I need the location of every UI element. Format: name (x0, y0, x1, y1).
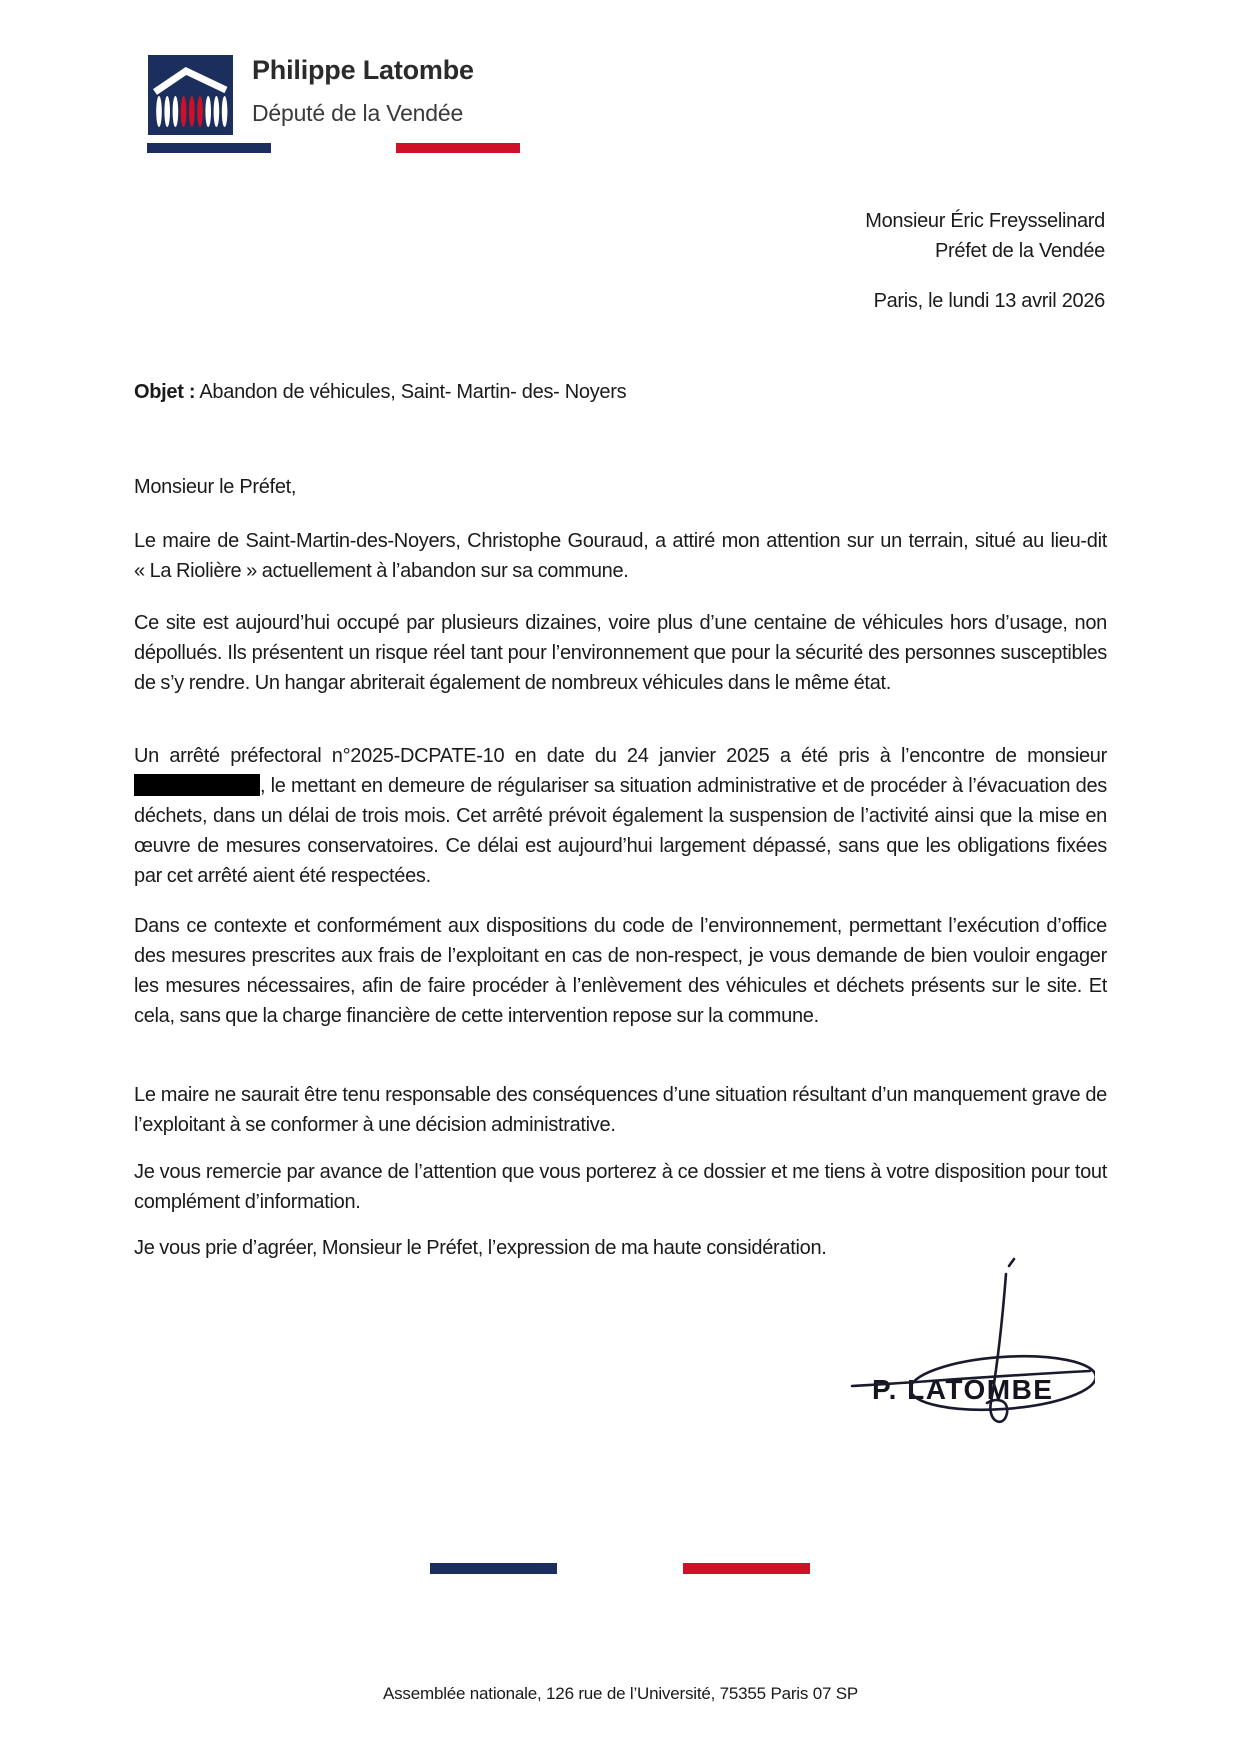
recipient-title: Préfet de la Vendée (935, 240, 1105, 262)
body-paragraph-2: Ce site est aujourd’hui occupé par plusieurs dizaines, voire plus d’une centaine de véhicules hors d’usage, non dépollués. Ils présentent un risque réel tant pour l’environnement que pour la sécurité des personnes susceptibles de s’y rendre. Un hangar abriterait également de nombreux véhicules dans le même état. (134, 612, 1107, 694)
tricolor-blue-segment (430, 1563, 557, 1574)
body-paragraph-6: Je vous remercie par avance de l’attention que vous porterez à ce dossier et me tiens à votre disposition pour tout complément d’information. (134, 1161, 1107, 1213)
tricolor-blue-segment (147, 143, 271, 153)
dateline: Paris, le lundi 13 avril 2026 (873, 290, 1105, 312)
subject-text: Abandon de véhicules, Saint- Martin- des- Noyers (195, 381, 627, 403)
salutation: Monsieur le Préfet, (134, 476, 297, 498)
body-paragraph-1: Le maire de Saint-Martin-des-Noyers, Christophe Gouraud, a attiré mon attention sur un terrain, situé au lieu-dit « La Riolière » actuellement à l’abandon sur sa commune. (134, 530, 1107, 582)
signature-name: P. LATOMBE (872, 1374, 1054, 1405)
body-paragraph-7: Je vous prie d’agréer, Monsieur le Préfet, l’expression de ma haute considération. (134, 1237, 827, 1259)
signature-block (760, 1252, 1095, 1442)
tricolor-red-segment (396, 143, 520, 153)
subject-label: Objet : (134, 381, 196, 403)
paragraph-3-after-redaction: , le mettant en demeure de régulariser sa situation administrative et de procéder à l’évacuation des déchets, dans un délai de trois mois. Cet arrêté prévoit également la suspension de l’activité ainsi que la mise en œuvre de mesures conservatoires. Ce délai est aujourd’hui largement dépassé, sans que les obligations fixées par cet arrêté aient été respectées. (134, 775, 1107, 887)
paragraph-3-before-redaction: Un arrêté préfectoral n°2025-DCPATE-10 en date du 24 janvier 2025 a été pris à l’encontre de monsieur (134, 745, 1107, 767)
footer-tricolor-rule (430, 1563, 810, 1574)
redacted-name-box (134, 774, 260, 796)
assemblee-nationale-logo-icon (148, 55, 233, 135)
tricolor-red-segment (683, 1563, 810, 1574)
body-paragraph-3 (134, 741, 1107, 891)
subject-line (134, 381, 1107, 404)
footer-address: Assemblée nationale, 126 rue de l’Université, 75355 Paris 07 SP (382, 1684, 859, 1703)
body-paragraph-4: Dans ce contexte et conformément aux dispositions du code de l’environnement, permettant l’exécution d’office des mesures prescrites aux frais de l’exploitant en cas de non-respect, je vous demande de bien vouloir engager les mesures nécessaires, afin de faire procéder à l’enlèvement des véhicules et déchets présents sur le site. Et cela, sans que la charge financière de cette intervention repose sur la commune. (134, 915, 1107, 1027)
body-paragraph-5: Le maire ne saurait être tenu responsable des conséquences d’une situation résultant d’un manquement grave de l’exploitant à se conformer à une décision administrative. (134, 1084, 1107, 1136)
recipient-block (865, 206, 1105, 266)
tricolor-white-segment (557, 1563, 684, 1574)
header-tricolor-rule (147, 143, 520, 153)
sender-name: Philippe Latombe (252, 55, 474, 85)
sender-role: Député de la Vendée (252, 100, 464, 126)
tricolor-white-segment (271, 143, 395, 153)
recipient-name: Monsieur Éric Freysselinard (865, 210, 1105, 232)
